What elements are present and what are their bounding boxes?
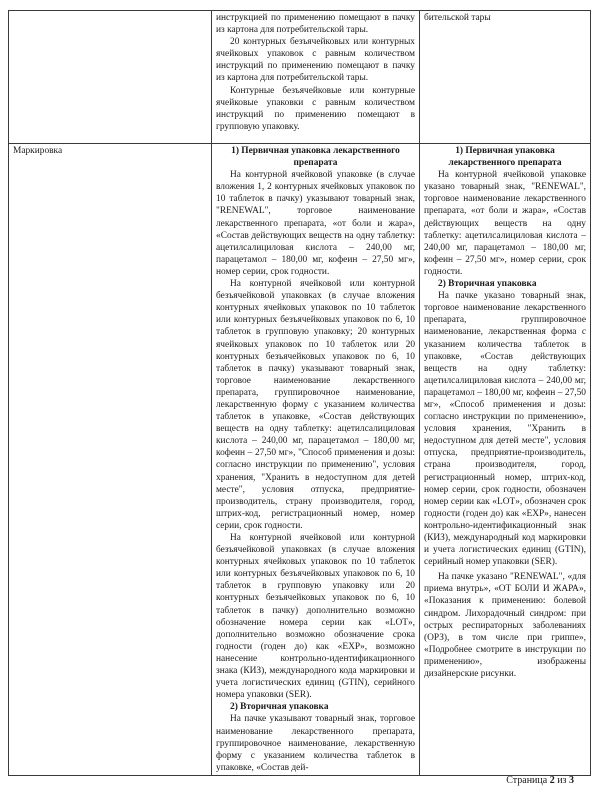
paragraph: инструкцией по применению помещают в пачку из картона для потребительской тары. [216,13,415,36]
section-heading: 2) Вторичная упаковка [230,702,329,713]
marking-requirements-cell [212,144,420,776]
paragraph: На пачке указано товарный знак, торговое наименование лекарственного препарата, группировочное наименование, лекарственная форма с указанием количества таблеток в упаковке, «Состав действующих веществ на одну таблетку: ацетилсалициловая кислота – 240,00 мг, парацетамол – 180,00 мг, кофеин – 27,50 мг», «Способ применения и дозы: согласно инструкции по применению», условия хранения, "Хранить в недоступном для детей месте", условия отпуска, предприятие-производитель, страна производителя, город, регистрационный номер, штрих-код, номер серии, срок годности, обозначен номер серии как «LOT», обозначен срок годности (годен до) как «EXP», нанесен контрольно-идентификационный знак (КИЗ), международный код маркировки и учета логистических единиц (GTIN), серийный номер упаковки (SER). [424,291,586,568]
paragraph: На пачке указано "RENEWAL", «для приема внутрь», «ОТ БОЛИ И ЖАРА», «Показания к применению: болевой синдром. Лихорадочный синдром: при острых респираторных заболеваниях (ОРЗ), в том числе при гриппе», «Подробнее смотрите в инструкции по применению», изображены дизайнерские рисунки. [424,572,586,680]
page-label: Страница [506,775,548,786]
section-heading: 1) Первичная упаковка лекарственного препарата [448,146,562,169]
paragraph: На пачке указывают товарный знак, торговое наименование лекарственного препарата, группировочное наименование, лекарственную форму с указанием количества таблеток в упаковке, «Состав дей- [216,714,415,773]
row-label-cell [9,144,212,776]
paragraph: 20 контурных безъячейковых или контурных ячейковых упаковок с равным количеством инструкций по применению помещают в пачку из картона для потребительской тары. [216,37,415,84]
paragraph: На контурной ячейковой упаковке (в случае вложения 1, 2 контурных ячейковых упаковок по 10 таблеток в пачку) указывают товарный знак, "RENEWAL", торговое наименование лекарственного препарата, «от боли и жара», «Состав действующих веществ на одну таблетку: ацетилсалициловая кислота – 240,00 мг, парацетамол – 180,00 мг, кофеин – 27,50 мг», номер серии, срок годности. [216,170,415,277]
paragraph: На контурной ячейковой упаковке указано товарный знак, "RENEWAL", торговое наименование лекарственного препарата, «от боли и жара», «Состав действующих веществ на одну таблетку: ацетилсалициловая кислота – 240,00 мг, парацетамол – 180,00 мг, кофеин – 27,50 мг», номер серии, срок годности. [424,170,586,277]
page-separator: из [557,775,567,786]
packaging-result-cell [420,11,591,144]
table-row [9,144,591,776]
section-heading: 2) Вторичная упаковка [438,279,537,290]
packaging-description-cell [212,11,420,144]
section-heading: 1) Первичная упаковка лекарственного препарата [231,146,400,169]
row-label-cell [9,11,212,144]
table-row [9,11,591,144]
marking-results-cell [420,144,591,776]
paragraph: На контурной ячейковой или контурной безъячейковой упаковках (в случае вложения контурных ячейковых упаковок по 10 таблеток или контурных безъячейковых упаковок по 6, 10 таблеток в групповую упаковку; 20 контурных ячейковых упаковок по 10 таблеток или 20 контурных безъячейковых упаковок по 6, 10 таблеток в пачку) указывают товарный знак, торговое наименование лекарственного препарата, группировочное наименование, лекарственную форму с указанием количества таблеток в упаковке, «Состав действующих веществ на одну таблетку: ацетилсалициловая кислота – 240,00 мг, парацетамол – 180,00 мг, кофеин – 27,50 мг», "Способ применения и дозы: согласно инструкции по применению", условия хранения, "Хранить в недоступном для детей месте", условия отпуска, предприятие-производитель, страну производителя, город, штрих-код, регистрационный номер, номер серии, срок годности. [216,279,415,531]
spec-table [8,10,591,776]
page-footer [506,775,574,786]
row-label-marking: Маркировка [13,146,63,156]
paragraph: На контурной ячейковой или контурной безъячейковой упаковках (в случае вложения контурных ячейковых упаковок по 10 таблеток или контурных безъячейковых упаковок по 6, 10 таблеток в групповую упаковку или 20 контурных безъячейковых упаковок по 6, 10 таблеток в пачку) дополнительно возможно обозначение номера серии как «LOT», дополнительно возможно обозначение срока годности (годен до) как «EXP», возможно нанесение контрольно-идентификационного знака (КИЗ), международного кода маркировки и учета логистических единиц (GTIN), серийного номера упаковки (SER). [216,533,415,701]
current-page-number: 2 [549,775,555,786]
paragraph: бительской тары [424,13,491,23]
total-pages-number: 3 [569,775,574,786]
paragraph: Контурные безъячейковые или контурные ячейковые упаковки с равным количеством инструкций по применению помещают в групповую упаковку. [216,85,415,132]
